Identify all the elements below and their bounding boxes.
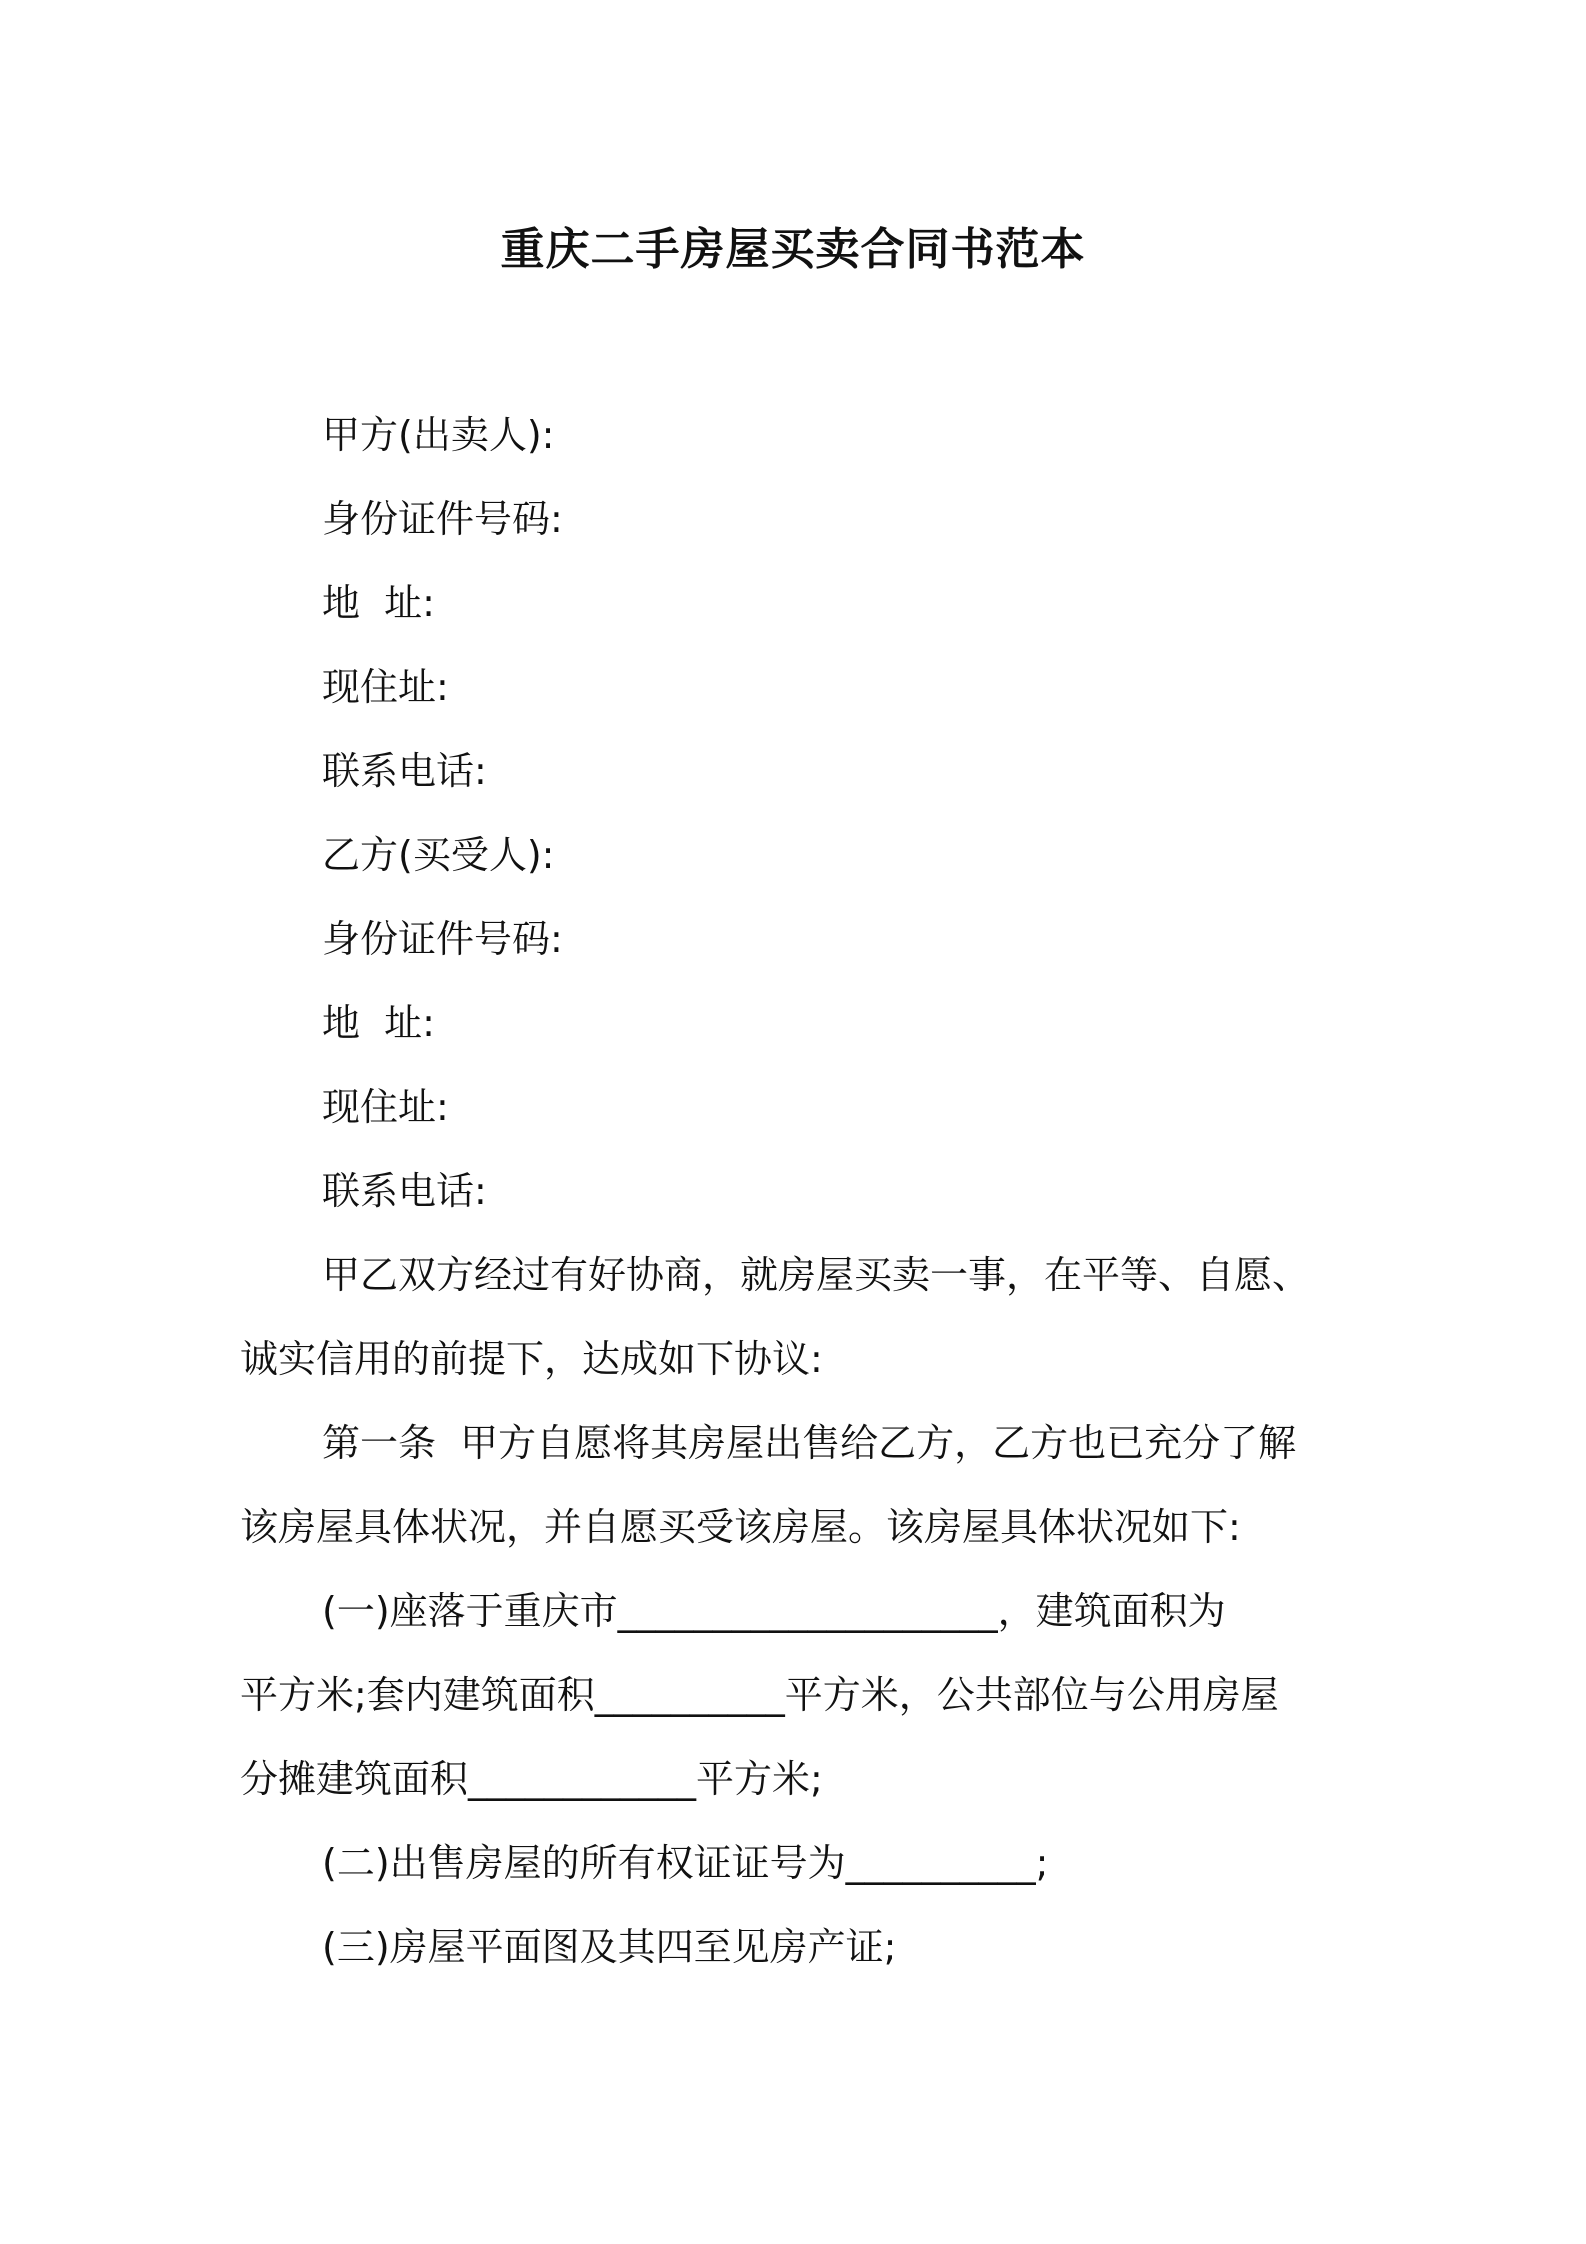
party-a-phone-label: 联系电话: <box>322 749 487 793</box>
party-a-id-label: 身份证件号码: <box>322 497 563 541</box>
party-a-current-address-label: 现住址: <box>322 665 449 709</box>
party-b-address-label: 地 址: <box>322 1001 435 1045</box>
party-b-id-label: 身份证件号码: <box>322 917 563 961</box>
item-1-line-3: 分摊建筑面积____________平方米; <box>240 1757 823 1801</box>
article-1-line-1: 第一条 甲方自愿将其房屋出售给乙方，乙方也已充分了解 <box>322 1421 1297 1465</box>
item-1-line-2: 平方米;套内建筑面积__________平方米，公共部位与公用房屋 <box>240 1673 1279 1717</box>
article-1-line-2: 该房屋具体状况，并自愿买受该房屋。该房屋具体状况如下: <box>240 1505 1241 1549</box>
item-1-line-1: (一)座落于重庆市____________________，建筑面积为 <box>322 1589 1226 1633</box>
party-b-phone-label: 联系电话: <box>322 1169 487 1213</box>
item-3-line-1: (三)房屋平面图及其四至见房产证; <box>322 1925 897 1969</box>
party-b-name-label: 乙方(买受人): <box>322 833 555 877</box>
item-2-line-1: (二)出售房屋的所有权证证号为__________; <box>322 1841 1049 1885</box>
party-b-current-address-label: 现住址: <box>322 1085 449 1129</box>
party-a-name-label: 甲方(出卖人): <box>322 413 555 457</box>
party-a-address-label: 地 址: <box>322 581 435 625</box>
preamble-line-2: 诚实信用的前提下，达成如下协议: <box>240 1337 823 1381</box>
preamble-line-1: 甲乙双方经过有好协商，就房屋买卖一事，在平等、自愿、 <box>322 1253 1311 1297</box>
document-title: 重庆二手房屋买卖合同书范本 <box>500 224 1086 275</box>
